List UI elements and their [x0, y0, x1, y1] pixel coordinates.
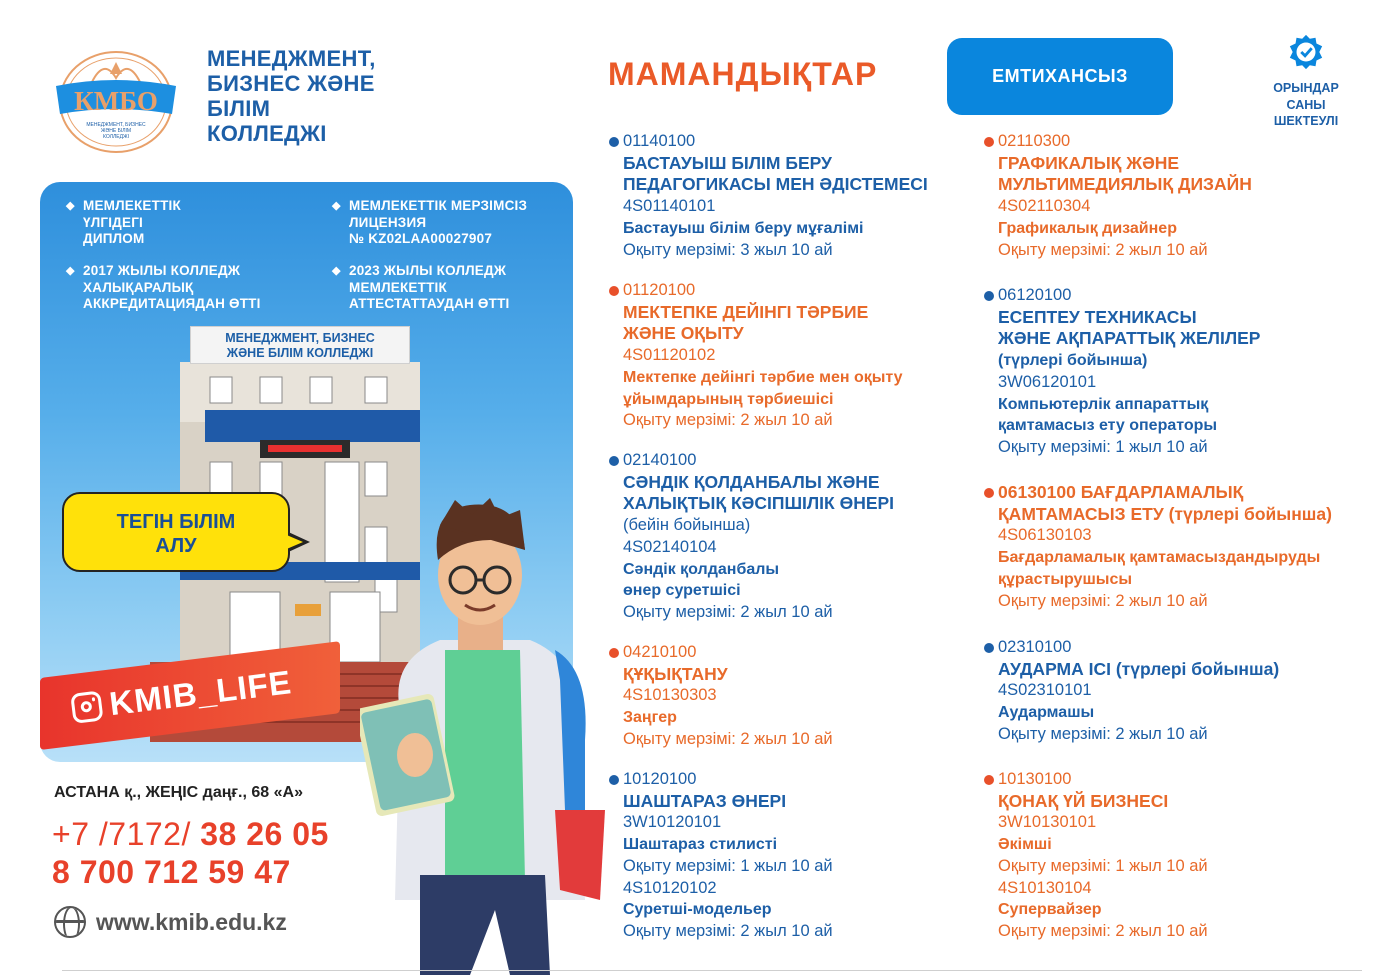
program-line: Компьютерлік аппараттық — [998, 395, 1209, 413]
address: АСТАНА қ., ЖЕҢІС даңғ., 68 «А» — [54, 784, 303, 801]
limited-places — [1258, 33, 1354, 130]
program-line: МЕКТЕПКЕ ДЕЙІНГІ ТӘРБИЕ — [623, 301, 869, 322]
program-line: (бейін бойынша) — [623, 516, 751, 535]
diamond-bullet-icon: ◆ — [66, 200, 75, 212]
college-name-line: МЕНЕДЖМЕНТ, — [207, 46, 376, 71]
college-name-line: БИЗНЕС ЖӘНЕ — [207, 71, 375, 96]
limited-line: САНЫ — [1286, 97, 1326, 112]
program-line: Оқыту мерзімі: 2 жыл 10 ай — [623, 729, 833, 748]
bubble-line: АЛУ — [155, 535, 197, 557]
bullet-dot-icon — [609, 456, 619, 466]
program-line: ұйымдарының тәрбиешісі — [623, 390, 834, 408]
diamond-bullet-icon: ◆ — [332, 265, 341, 277]
feature-line: МЕМЛЕКЕТТІК — [349, 279, 447, 295]
program-line: Мектепке дейінгі тәрбие мен оқыту — [623, 368, 903, 386]
program-line: құрастырушысы — [998, 570, 1132, 588]
building-sign-line: ЖӘНЕ БІЛІМ КОЛЛЕДЖІ — [226, 346, 374, 360]
program-block — [998, 769, 1208, 943]
bottom-divider — [62, 970, 1362, 971]
program-line: ШАШТАРАЗ ӨНЕРІ — [623, 790, 787, 811]
program-line: 4S01140101 — [623, 197, 716, 216]
svg-text:КМБО: КМБО — [74, 86, 158, 116]
limited-line: ШЕКТЕУЛІ — [1273, 114, 1339, 128]
bullet-dot-icon — [984, 291, 994, 301]
program-block — [998, 131, 1252, 261]
limited-line: ОРЫНДАР — [1273, 81, 1339, 95]
program-line: 02310100 — [998, 638, 1072, 656]
program-line: 4S02310101 — [998, 681, 1092, 700]
check-badge-icon — [1287, 33, 1325, 71]
program-line: 4S06130103 — [998, 526, 1092, 545]
program-line: қамтамасыз ету операторы — [998, 417, 1218, 435]
feature-line: ДИПЛОМ — [83, 231, 145, 246]
bullet-dot-icon — [984, 137, 994, 147]
program-line: Бағдарламалық қамтамасыздандыруды — [998, 549, 1321, 567]
diamond-bullet-icon: ◆ — [66, 265, 75, 277]
program-line: 06130100 БАҒДАРЛАМАЛЫҚ — [998, 482, 1244, 502]
program-line: Оқыту мерзімі: 2 жыл 10 ай — [623, 602, 833, 621]
feature-line: МЕМЛЕКЕТТІК МЕРЗІМСІЗ — [349, 198, 528, 213]
program-line: Сәндік қолданбалы — [623, 560, 780, 578]
svg-text:ЖӘНЕ БІЛІМ: ЖӘНЕ БІЛІМ — [100, 128, 132, 134]
program-line: ЖӘНЕ ОҚЫТУ — [623, 323, 744, 344]
specialties-title: МАМАНДЫҚТАР — [608, 56, 878, 92]
program-line: Оқыту мерзімі: 2 жыл 10 ай — [998, 591, 1208, 610]
student-illustration — [360, 480, 610, 975]
college-name-line: КОЛЛЕДЖІ — [207, 121, 327, 146]
program-line: Оқыту мерзімі: 2 жыл 10 ай — [623, 921, 833, 940]
program-line: ҚОНАҚ ҮЙ БИЗНЕСІ — [998, 790, 1169, 811]
instagram-handle: KMIB_LIFE — [107, 663, 294, 723]
feature-line: 2017 ЖЫЛЫ КОЛЛЕДЖ — [83, 263, 241, 278]
college-logo — [52, 44, 180, 156]
program-line: Оқыту мерзімі: 2 жыл 10 ай — [998, 240, 1208, 259]
program-line: Оқыту мерзімі: 3 жыл 10 ай — [623, 240, 833, 259]
feature-line: АККРЕДИТАЦИЯДАН ӨТТІ — [83, 296, 261, 311]
program-line: Бастауыш білім беру мұғалімі — [623, 219, 864, 237]
program-line: Оқыту мерзімі: 2 жыл 10 ай — [998, 921, 1208, 940]
program-line: СӘНДІК ҚОЛДАНБАЛЫ ЖӘНЕ — [623, 471, 880, 492]
program-block — [623, 131, 928, 261]
program-line: 4S02140104 — [623, 537, 717, 556]
program-line: Әкімші — [998, 836, 1052, 854]
feature-line: ҮЛГІДЕГІ — [83, 214, 144, 230]
program-line: 3W06120101 — [998, 372, 1097, 391]
program-line: 10130100 — [998, 770, 1072, 788]
program-line: ПЕДАГОГИКАСЫ МЕН ӘДІСТЕМЕСІ — [623, 174, 928, 195]
program-line: Оқыту мерзімі: 2 жыл 10 ай — [623, 411, 833, 430]
program-line: 06120100 — [998, 286, 1072, 304]
program-line: Оқыту мерзімі: 2 жыл 10 ай — [998, 724, 1208, 743]
feature-line: АТТЕСТАТТАУДАН ӨТТІ — [349, 296, 510, 311]
feature-line: 2023 ЖЫЛЫ КОЛЛЕДЖ — [349, 263, 507, 278]
feature-line: № KZ02LAA00027907 — [349, 231, 493, 246]
program-line: ЖӘНЕ АҚПАРАТТЫҚ ЖЕЛІЛЕР — [998, 328, 1261, 349]
program-line: 01140100 — [623, 132, 696, 150]
program-line: Оқыту мерзімі: 1 жыл 10 ай — [623, 856, 833, 875]
svg-text:КОЛЛЕДЖІ: КОЛЛЕДЖІ — [103, 134, 129, 140]
bullet-dot-icon — [984, 643, 994, 653]
program-block — [998, 637, 1279, 746]
program-block — [998, 285, 1260, 459]
college-name — [207, 46, 467, 146]
program-line: 01120100 — [623, 281, 696, 299]
diamond-bullet-icon: ◆ — [332, 200, 341, 212]
program-line: ХАЛЫҚТЫҚ КӘСІПШІЛІК ӨНЕРІ — [623, 493, 895, 514]
program-line: өнер суретшісі — [623, 582, 741, 600]
no-exam-badge: ЕМТИХАНСЫЗ — [947, 38, 1173, 115]
feature-line: ХАЛЫҚАРАЛЫҚ — [83, 279, 194, 295]
bullet-dot-icon — [984, 775, 994, 785]
bullet-dot-icon — [609, 775, 619, 785]
program-line: Графикалық дизайнер — [998, 219, 1177, 237]
feature-line: ЛИЦЕНЗИЯ — [349, 214, 427, 230]
program-line: Оқыту мерзімі: 1 жыл 10 ай — [998, 856, 1208, 875]
program-line: ҚАМТАМАСЫЗ ЕТУ (түрлері бойынша) — [998, 503, 1332, 524]
program-block — [998, 482, 1332, 612]
website-text: www.kmib.edu.kz — [96, 908, 287, 935]
program-block — [623, 642, 833, 751]
bullet-dot-icon — [609, 648, 619, 658]
bubble-line: ТЕГІН БІЛІМ — [116, 511, 236, 533]
bullet-dot-icon — [984, 488, 994, 498]
program-block — [623, 769, 833, 943]
building-sign-line: МЕНЕДЖМЕНТ, БИЗНЕС — [225, 331, 375, 345]
program-line: 10120100 — [623, 770, 697, 788]
instagram-icon — [70, 690, 103, 723]
speech-bubble-tail-fill — [282, 533, 303, 551]
program-line: 4S10120102 — [623, 878, 717, 897]
program-block — [623, 280, 903, 432]
phone-prefix: +7 /7172/ — [52, 816, 191, 852]
program-line: 3W10120101 — [623, 813, 722, 832]
feature-line: МЕМЛЕКЕТТІК — [83, 198, 181, 213]
program-line: ҚҰҚЫҚТАНУ — [623, 663, 728, 684]
program-line: 4S10130104 — [998, 878, 1092, 897]
program-line: (түрлері бойынша) — [998, 352, 1148, 370]
program-line: 4S10130303 — [623, 686, 717, 705]
program-line: Суретші-модельер — [623, 901, 772, 919]
program-line: ГРАФИКАЛЫҚ ЖӘНЕ — [998, 152, 1180, 173]
program-line: Шаштараз стилисті — [623, 836, 778, 854]
program-line: МУЛЬТИМЕДИЯЛЫҚ ДИЗАЙН — [998, 174, 1252, 195]
program-line: 02110300 — [998, 132, 1071, 150]
phone-number: 38 26 05 — [190, 816, 329, 852]
program-line: Аудармашы — [998, 704, 1095, 722]
program-line: ЕСЕПТЕУ ТЕХНИКАСЫ — [998, 306, 1197, 327]
bullet-dot-icon — [609, 137, 619, 147]
building-sign — [190, 326, 410, 364]
program-line: 04210100 — [623, 643, 697, 661]
bullet-dot-icon — [609, 286, 619, 296]
college-name-line: БІЛІМ — [207, 96, 271, 121]
feature-attestation — [332, 263, 510, 313]
svg-text:МЕНЕДЖМЕНТ, БИЗНЕС: МЕНЕДЖМЕНТ, БИЗНЕС — [86, 122, 146, 128]
program-line: Супервайзер — [998, 901, 1102, 919]
free-education-bubble — [62, 492, 290, 572]
program-line: БАСТАУЫШ БІЛІМ БЕРУ — [623, 152, 832, 173]
program-line: 4S01120102 — [623, 346, 716, 365]
program-block — [623, 450, 894, 624]
website-link[interactable] — [54, 906, 287, 938]
program-line: Заңгер — [623, 709, 677, 727]
program-line: 4S02110304 — [998, 197, 1091, 216]
feature-accreditation — [66, 263, 261, 313]
phone-2[interactable]: 8 700 712 59 47 — [52, 854, 291, 890]
phone-1[interactable] — [52, 816, 329, 853]
program-line: АУДАРМА ІСІ (түрлері бойынша) — [998, 658, 1280, 679]
program-line: Оқыту мерзімі: 1 жыл 10 ай — [998, 437, 1208, 456]
globe-icon — [54, 906, 86, 938]
program-line: 02140100 — [623, 451, 697, 469]
feature-diploma — [66, 198, 181, 248]
feature-license — [332, 198, 528, 248]
program-line: 3W10130101 — [998, 813, 1097, 832]
